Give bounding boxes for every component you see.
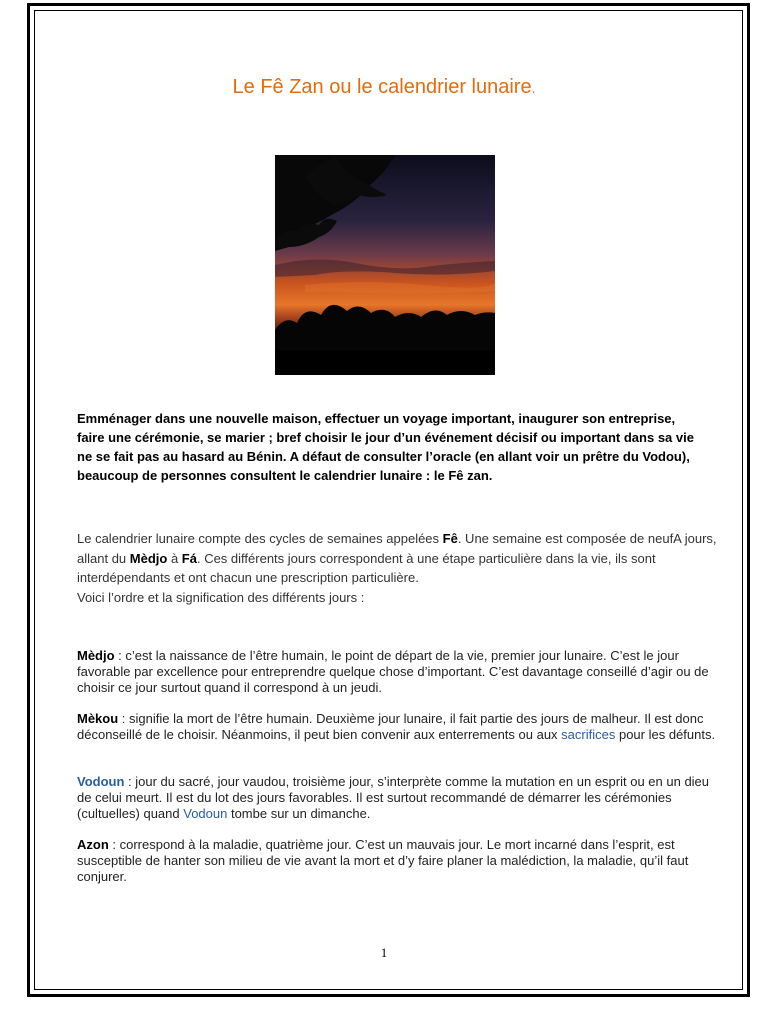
day-term: Mèkou xyxy=(77,711,119,726)
day-description-end: tombe sur un dimanche. xyxy=(227,806,371,821)
day-term: Mèdjo xyxy=(77,648,115,663)
day-entry-medjo xyxy=(77,648,717,696)
day-description: : correspond à la maladie, quatrième jour. C’est un mauvais jour. Le mort incarné dans l’esprit, est susceptible de hanter son milieu de vie avant la mort et d’y faire planer la malédiction, la maladie, qu’il faut conjurer. xyxy=(77,837,689,884)
day-term: Azon xyxy=(77,837,109,852)
vodoun-link[interactable]: Vodoun xyxy=(183,806,228,821)
day-entry-azon xyxy=(77,837,717,885)
calendar-description-paragraph xyxy=(77,529,717,607)
page-number: 1 xyxy=(380,945,388,960)
day-entry-mekou xyxy=(77,711,717,743)
title-text: Le Fê Zan ou le calendrier lunaire xyxy=(232,76,532,98)
day-description: : signifie la mort de l’être humain. Deuxième jour lunaire, il fait partie des jours de malheur. Il est donc déconseillé de le choisir. Néanmoins, il peut bien convenir aux enterrements ou aux xyxy=(77,711,704,742)
para1-text-2: . Une semaine est composée de neufA jours, allant du xyxy=(77,531,717,566)
day-description: : jour du sacré, jour vaudou, troisième jour, s’interprète comme la mutation en un esprit ou en un dieu de celui meurt. Il est du lot des jours favorables. Il est surtout recommandé de démarrer les cérémonies (cultuelles) quand xyxy=(77,774,710,821)
para1-bold-fa: Fá xyxy=(181,550,197,566)
para1-text-4: . Ces différents jours correspondent à une étape particulière dans la vie, ils sont interdépendants et ont chacun une prescription particulière. xyxy=(77,550,656,585)
para1-text-1: Le calendrier lunaire compte des cycles de semaines appelées xyxy=(77,531,443,546)
para1-bold-medjo: Mèdjo xyxy=(129,550,168,566)
para1-text-3: à xyxy=(167,550,182,566)
vodoun-term-link[interactable]: Vodoun xyxy=(77,774,125,789)
moon-sunset-photo xyxy=(275,155,495,375)
day-entry-vodoun xyxy=(77,774,717,822)
para1-text-5: Voici l’ordre et la signification des différents jours : xyxy=(77,589,365,605)
sacrifices-link[interactable]: sacrifices xyxy=(561,727,616,742)
para1-bold-fe: Fê xyxy=(442,531,458,546)
title-punctuation: . xyxy=(531,80,536,96)
day-description: : c’est la naissance de l’être humain, le point de départ de la vie, premier jour lunaire. C’est le jour favorable par excellence pour entreprendre quelque chose d’important. C’est davantage conseillé d’agir ou de choisir ce jour surtout quand il correspond à un jeudi. xyxy=(77,648,709,695)
day-description-end: pour les défunts. xyxy=(615,727,716,742)
page-title xyxy=(0,76,768,99)
intro-paragraph: Emménager dans une nouvelle maison, effectuer un voyage important, inaugurer son entreprise, faire une cérémonie, se marier ; bref choisir le jour d’un événement décisif ou important dans sa vie ne se fait pas au hasard au Bénin. A défaut de consulter l’oracle (en allant voir un prêtre du Vodou), beaucoup de personnes consultent le calendrier lunaire : le Fê zan. xyxy=(77,411,694,483)
